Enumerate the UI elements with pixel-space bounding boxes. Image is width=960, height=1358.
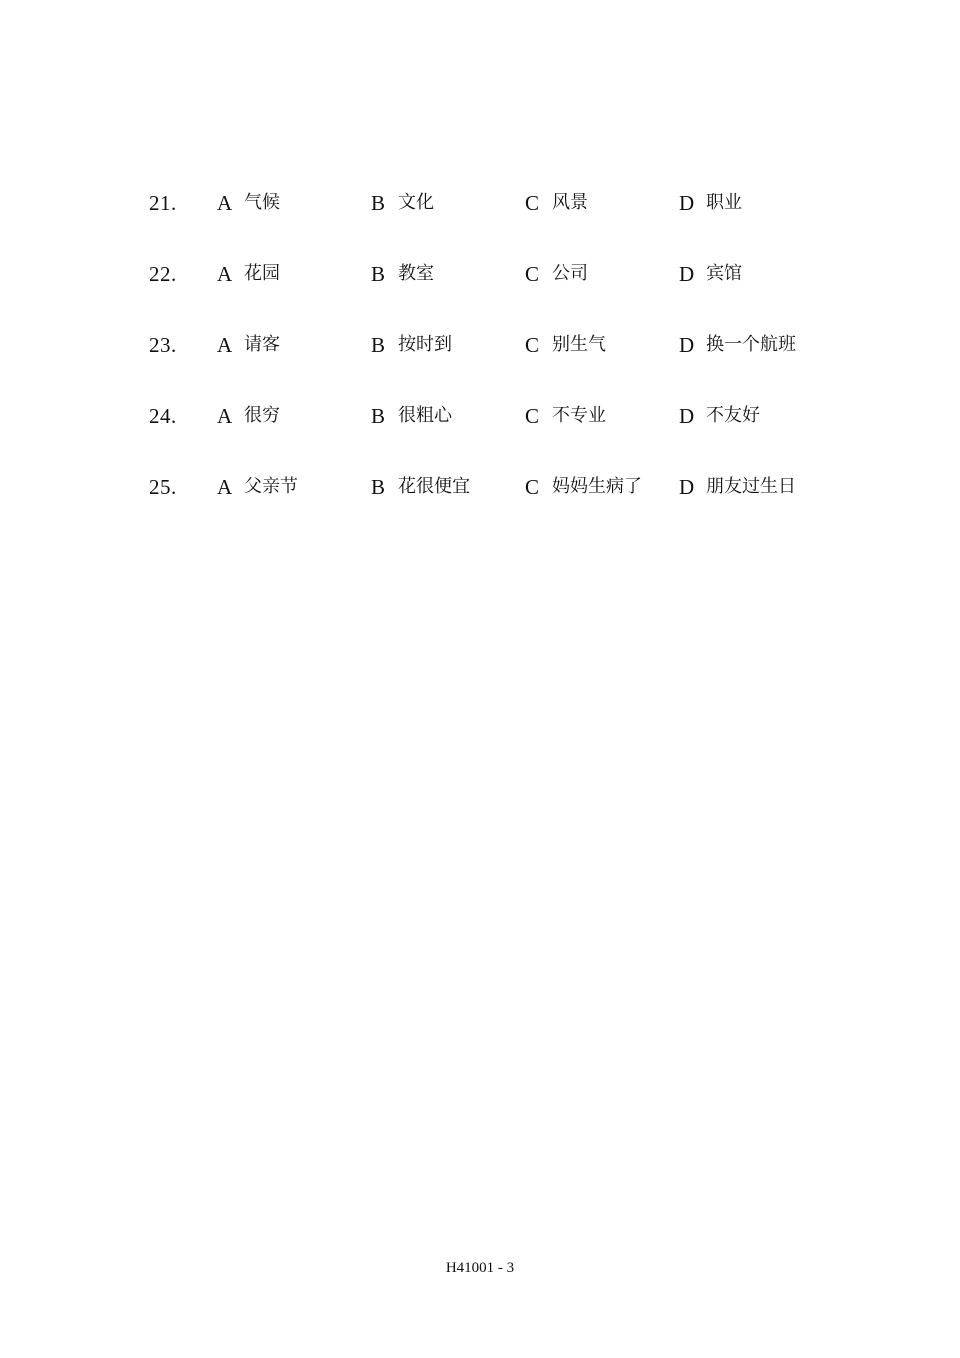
option-letter: D <box>679 333 695 357</box>
question-row <box>0 396 960 436</box>
option-text: 不专业 <box>552 405 606 426</box>
option-b <box>371 396 452 436</box>
question-number: 25. <box>149 475 177 499</box>
option-letter: A <box>217 191 233 215</box>
option-text: 很穷 <box>244 405 280 426</box>
option-letter: B <box>371 475 386 499</box>
option-letter: C <box>525 404 540 428</box>
option-a <box>217 183 280 223</box>
option-d <box>679 467 796 507</box>
option-text: 花园 <box>244 263 280 284</box>
option-text: 气候 <box>244 192 280 213</box>
option-c <box>525 467 642 507</box>
option-b <box>371 325 452 365</box>
option-text: 风景 <box>552 192 588 213</box>
page-footer <box>0 1256 960 1280</box>
option-letter: C <box>525 475 540 499</box>
option-text: 别生气 <box>552 334 606 355</box>
option-d <box>679 254 742 294</box>
question-number: 23. <box>149 333 177 357</box>
option-text: 不友好 <box>706 405 760 426</box>
option-b <box>371 254 434 294</box>
option-c <box>525 325 606 365</box>
option-letter: D <box>679 191 695 215</box>
option-letter: A <box>217 404 233 428</box>
option-text: 文化 <box>398 192 434 213</box>
option-letter: D <box>679 404 695 428</box>
option-letter: B <box>371 262 386 286</box>
option-text: 宾馆 <box>706 263 742 284</box>
option-letter: C <box>525 191 540 215</box>
option-text: 公司 <box>552 263 588 284</box>
option-d <box>679 325 796 365</box>
question-row <box>0 325 960 365</box>
option-a <box>217 396 280 436</box>
option-c <box>525 183 588 223</box>
question-number: 22. <box>149 262 177 286</box>
option-text: 职业 <box>706 192 742 213</box>
option-letter: D <box>679 475 695 499</box>
option-a <box>217 467 298 507</box>
option-text: 按时到 <box>398 334 452 355</box>
question-number: 24. <box>149 404 177 428</box>
option-text: 换一个航班 <box>706 334 796 355</box>
option-letter: A <box>217 475 233 499</box>
question-row <box>0 467 960 507</box>
option-d <box>679 396 760 436</box>
option-d <box>679 183 742 223</box>
option-letter: B <box>371 333 386 357</box>
option-c <box>525 396 606 436</box>
option-letter: C <box>525 262 540 286</box>
question-row <box>0 183 960 223</box>
option-text: 朋友过生日 <box>706 476 796 497</box>
option-letter: D <box>679 262 695 286</box>
option-letter: A <box>217 262 233 286</box>
option-text: 花很便宜 <box>398 476 470 497</box>
option-text: 父亲节 <box>244 476 298 497</box>
option-a <box>217 254 280 294</box>
option-text: 请客 <box>244 334 280 355</box>
option-letter: B <box>371 191 386 215</box>
question-row <box>0 254 960 294</box>
option-text: 很粗心 <box>398 405 452 426</box>
option-text: 妈妈生病了 <box>552 476 642 497</box>
option-letter: A <box>217 333 233 357</box>
option-b <box>371 467 470 507</box>
page-code: H41001 - 3 <box>445 1260 515 1276</box>
option-a <box>217 325 280 365</box>
option-text: 教室 <box>398 263 434 284</box>
option-b <box>371 183 434 223</box>
option-c <box>525 254 588 294</box>
option-letter: B <box>371 404 386 428</box>
option-letter: C <box>525 333 540 357</box>
question-number: 21. <box>149 191 177 215</box>
